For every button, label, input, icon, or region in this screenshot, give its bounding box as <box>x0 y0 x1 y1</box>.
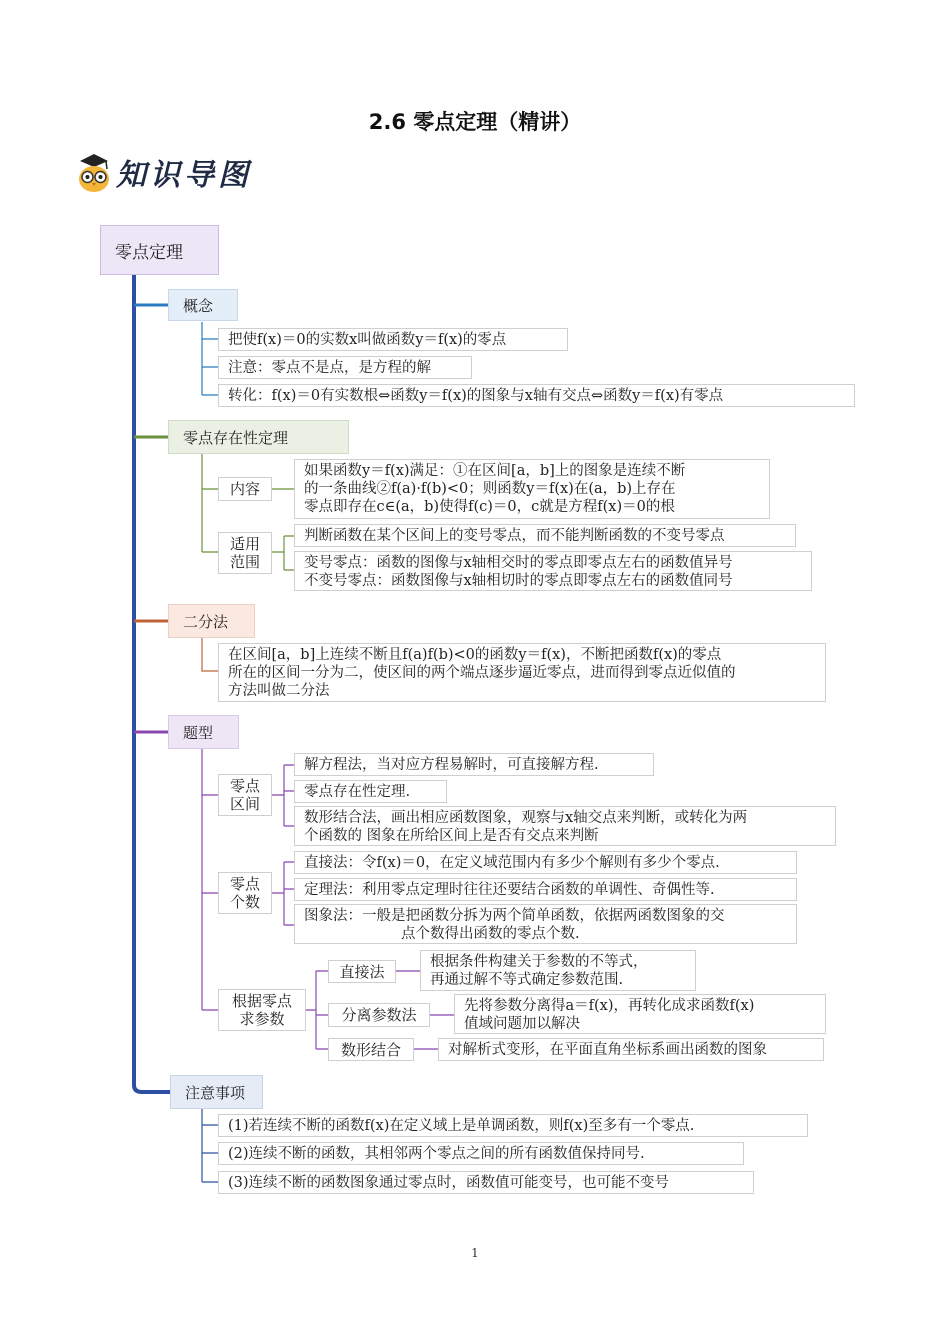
types-interval-label-1: 零点 <box>229 777 260 795</box>
branch-types <box>168 715 239 749</box>
concept-item-3: 转化：f(x)＝0有实数根⇔函数y＝f(x)的图象与x轴有交点⇔函数y＝f(x)有零点 <box>218 384 855 407</box>
branch-existence-label: 零点存在性定理 <box>183 428 289 447</box>
page-title: 2.6 零点定理（精讲） <box>368 110 582 134</box>
concept-item-2: 注意：零点不是点，是方程的解 <box>218 356 472 379</box>
branch-bisection <box>168 604 255 638</box>
types-count-item-3-line-1: 图象法：一般是把函数分拆为两个简单函数，依据两函数图象的交 <box>304 908 725 924</box>
types-count-label <box>218 872 272 914</box>
existence-content <box>294 459 770 519</box>
branch-existence <box>168 420 349 454</box>
types-interval-item-3 <box>294 806 836 846</box>
types-count-label-2: 个数 <box>229 893 260 911</box>
param-method-graph-desc: 对解析式变形，在平面直角坐标系画出函数的图象 <box>438 1038 824 1061</box>
branch-bisection-label: 二分法 <box>183 612 229 631</box>
types-count-label-1: 零点 <box>229 875 260 893</box>
mindmap-banner: 知识导图 <box>116 158 252 193</box>
page-number: 1 <box>471 1246 479 1260</box>
notes-item-1: (1)若连续不断的函数f(x)在定义域上是单调函数，则f(x)至多有一个零点. <box>218 1114 808 1137</box>
types-count-item-1: 直接法：令f(x)＝0，在定义域范围内有多少个解则有多少个零点. <box>294 851 797 874</box>
root-node: 零点定理 <box>100 225 219 275</box>
param-method-direct-desc <box>420 950 696 991</box>
param-method-graph-label: 数形结合 <box>340 1040 401 1059</box>
types-interval-label-2: 区间 <box>229 795 260 813</box>
branch-types-label: 题型 <box>183 723 214 742</box>
notes-item-3: (3)连续不断的函数图象通过零点时，函数值可能变号，也可能不变号 <box>218 1171 754 1194</box>
bisection-line-1: 在区间[a，b]上连续不断且f(a)f(b)<0的函数y＝f(x)，不断把函数f(x)的零点 <box>228 647 722 663</box>
existence-scope-2 <box>294 551 812 591</box>
param-method-graph <box>328 1038 414 1061</box>
types-param-label <box>218 989 306 1031</box>
param-method-separate-desc <box>454 994 826 1034</box>
param-method-separate <box>328 1003 430 1027</box>
types-interval-item-3-line-1: 数形结合法，画出相应函数图象，观察与x轴交点来判断，或转化为两 <box>304 810 748 826</box>
notes-item-2: (2)连续不断的函数，其相邻两个零点之间的所有函数值保持同号. <box>218 1142 744 1165</box>
types-count-item-2: 定理法：利用零点定理时往往还要结合函数的单调性、奇偶性等. <box>294 878 797 901</box>
bisection-desc <box>218 643 826 702</box>
bisection-line-2: 所在的区间一分为二，使区间的两个端点逐步逼近零点，进而得到零点近似值的 <box>228 665 736 681</box>
param-method-separate-label: 分离参数法 <box>341 1006 417 1024</box>
types-interval-label <box>218 774 272 816</box>
types-param-label-2: 求参数 <box>239 1010 285 1028</box>
types-interval-item-2: 零点存在性定理. <box>294 780 447 803</box>
bisection-line-3: 方法叫做二分法 <box>228 683 330 699</box>
param-method-direct <box>328 960 396 983</box>
types-count-item-3-line-2: 点个数得出函数的零点个数. <box>401 926 580 942</box>
existence-scope-label-1: 适用 <box>229 535 260 553</box>
existence-content-label-text: 内容 <box>229 480 260 498</box>
existence-content-label <box>218 477 272 501</box>
concept-item-1: 把使f(x)＝0的实数x叫做函数y＝f(x)的零点 <box>218 328 568 351</box>
param-method-separate-desc-1: 先将参数分离得a＝f(x)，再转化成求函数f(x) <box>464 998 755 1014</box>
existence-content-line-2: 的一条曲线②f(a)·f(b)<0；则函数y＝f(x)在(a，b)上存在 <box>304 481 676 497</box>
existence-content-line-3: 零点即存在c∈(a，b)使得f(c)＝0，c就是方程f(x)＝0的根 <box>304 499 675 515</box>
existence-scope-label <box>218 532 272 574</box>
param-method-direct-label: 直接法 <box>339 962 385 981</box>
types-count-item-3 <box>294 904 797 944</box>
branch-concept-label: 概念 <box>183 296 214 315</box>
branch-notes-label: 注意事项 <box>185 1083 246 1102</box>
param-method-separate-desc-2: 值域问题加以解决 <box>464 1016 580 1032</box>
param-method-direct-desc-1: 根据条件构建关于参数的不等式， <box>430 954 648 970</box>
types-param-label-1: 根据零点 <box>231 992 292 1010</box>
existence-scope-1: 判断函数在某个区间上的变号零点，而不能判断函数的不变号零点 <box>294 524 796 547</box>
branch-concept <box>168 289 238 321</box>
param-method-direct-desc-2: 再通过解不等式确定参数范围. <box>430 972 624 988</box>
existence-scope-label-2: 范围 <box>229 553 260 571</box>
branch-notes <box>170 1075 263 1109</box>
types-interval-item-3-line-2: 个函数的 图象在所给区间上是否有交点来判断 <box>304 828 599 844</box>
existence-scope-2-line-2: 不变号零点：函数图像与x轴相切时的零点即零点左右的函数值同号 <box>304 573 733 589</box>
existence-content-line-1: 如果函数y＝f(x)满足：①在区间[a，b]上的图象是连续不断 <box>304 463 686 479</box>
existence-scope-2-line-1: 变号零点：函数的图像与x轴相交时的零点即零点左右的函数值异号 <box>304 555 733 571</box>
types-interval-item-1: 解方程法，当对应方程易解时，可直接解方程. <box>294 753 654 776</box>
